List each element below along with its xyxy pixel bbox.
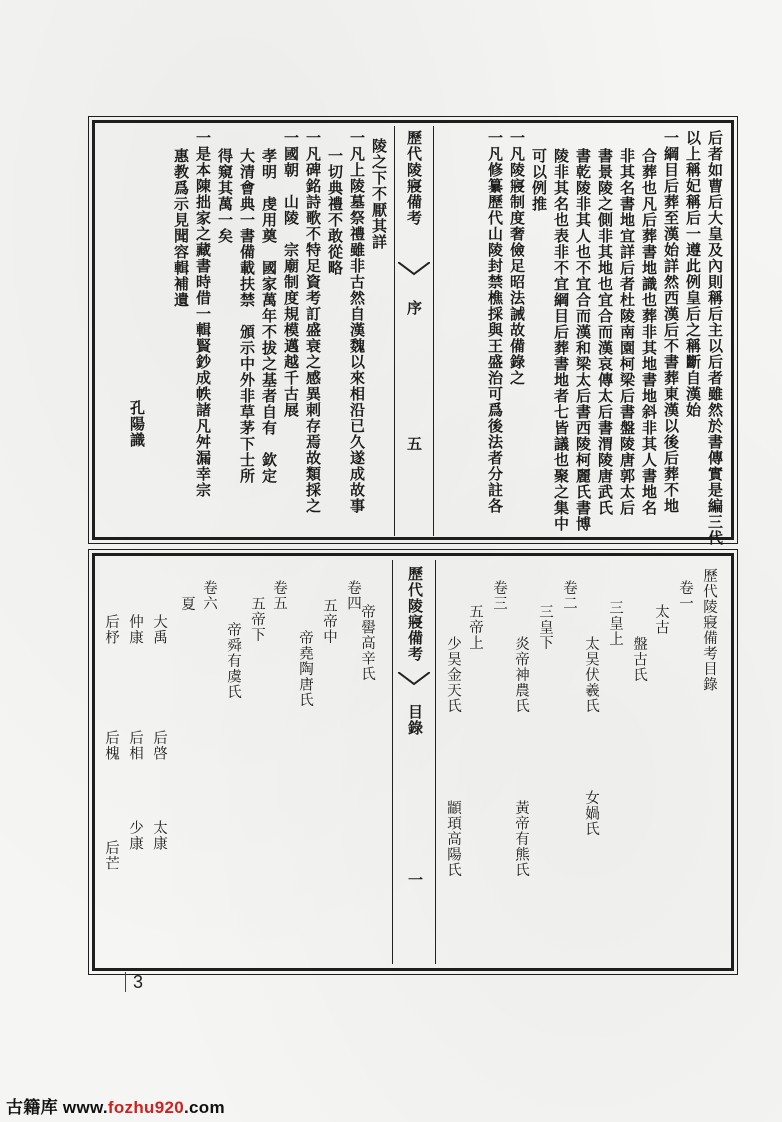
preface-line: 書景陵之側非其地也宜合而漢哀傳太后書渭陵唐武氏 bbox=[596, 148, 614, 516]
preface-signature: 孔陽識 bbox=[128, 400, 146, 448]
fish-tail-mark-icon bbox=[398, 262, 430, 278]
toc-era: 五帝中 bbox=[321, 598, 337, 645]
toc-entry: 炎帝神農氏 bbox=[513, 636, 529, 714]
preface-line: 非其名書地宜詳后者杜陵南園柯梁后書盤陵唐郭太后 bbox=[618, 148, 636, 516]
preface-band-section: 序 bbox=[405, 300, 423, 316]
preface-line: 可以例推 bbox=[530, 148, 548, 212]
toc-entry: 后杼 bbox=[103, 614, 119, 645]
toc-entry: 少昊金天氏 bbox=[445, 636, 461, 714]
toc-entry: 黃帝有熊氏 bbox=[513, 800, 529, 878]
toc-era: 五帝上 bbox=[467, 604, 483, 651]
toc-era: 太古 bbox=[653, 604, 669, 635]
watermark bbox=[6, 1093, 225, 1118]
toc-entry: 少康 bbox=[127, 820, 143, 851]
preface-band-page: 五 bbox=[405, 436, 423, 452]
toc-volume: 卷五 bbox=[271, 580, 287, 611]
toc-era: 三皇上 bbox=[607, 600, 623, 647]
preface-line: 書乾陵非其人也不宜合而漢和梁太后書西陵柯麗氏書博 bbox=[574, 148, 592, 532]
toc-band-page: 一 bbox=[406, 872, 424, 888]
toc-entry: 顓頊高陽氏 bbox=[445, 800, 461, 878]
watermark-url-domain: fozhu920 bbox=[107, 1098, 184, 1117]
preface-line: 合葬也凡后葬書地識也葬非其地書地斜非其人書地名 bbox=[640, 148, 658, 516]
toc-era: 夏 bbox=[179, 596, 195, 612]
preface-line: 大清會典一書備載扶禁 頒示中外非草茅下士所 bbox=[238, 148, 256, 484]
preface-line: 一是本陳拙家之藏書時借一輯賢鈔成帙諸凡舛漏幸宗 bbox=[194, 130, 212, 498]
toc-entry: 帝嚳高辛氏 bbox=[359, 604, 375, 682]
toc-entry: 后槐 bbox=[103, 730, 119, 761]
toc-volume: 卷一 bbox=[677, 580, 693, 611]
preface-line: 得窺其萬一矣 bbox=[216, 148, 234, 244]
toc-title: 歷代陵寢備考目錄 bbox=[701, 568, 717, 692]
page-number-tick bbox=[125, 972, 126, 992]
preface-line: 一凡上陵墓祭禮雖非古然自漢魏以來相沿已久遂成故事 bbox=[348, 130, 366, 514]
watermark-url-prefix: www. bbox=[57, 1098, 108, 1117]
preface-line: 一國朝 山陵 宗廟制度規模邁越千古展 bbox=[282, 130, 300, 418]
toc-entry: 太康 bbox=[151, 820, 167, 851]
preface-line: 孝明 虔用奠 國家萬年不拔之基者自有 欽定 bbox=[260, 148, 278, 484]
toc-entry: 大禹 bbox=[151, 614, 167, 645]
toc-entry: 太昊伏羲氏 bbox=[583, 636, 599, 714]
preface-line: 陵之下不厭其詳 bbox=[370, 138, 388, 250]
preface-band-title: 歷代陵寢備考 bbox=[405, 130, 423, 226]
toc-entry: 后啓 bbox=[151, 730, 167, 761]
toc-volume: 卷四 bbox=[345, 580, 361, 611]
toc-era: 三皇下 bbox=[537, 604, 553, 651]
toc-volume: 卷二 bbox=[561, 580, 577, 611]
preface-line: 以上稱妃稱后一遵此例皇后之稱斷自漢始 bbox=[684, 130, 702, 418]
preface-line: 一凡陵寢制度奢儉足昭法誡故備錄之 bbox=[508, 130, 526, 386]
preface-line: 一綱目后葬至漢始詳然西漢后不書葬東漢以後后葬不地 bbox=[662, 130, 680, 514]
preface-line: 一凡修纂歷代山陵封禁樵採與王盛治可爲後法者分註各 bbox=[486, 130, 504, 514]
preface-line: 一切典禮不敢從略 bbox=[326, 148, 344, 276]
toc-volume: 卷六 bbox=[201, 580, 217, 611]
toc-entry: 后相 bbox=[127, 730, 143, 761]
page-number: 3 bbox=[133, 972, 144, 992]
toc-era: 五帝下 bbox=[249, 596, 265, 643]
toc-entry: 帝堯陶唐氏 bbox=[297, 630, 313, 708]
toc-entry: 女媧氏 bbox=[583, 790, 599, 837]
toc-entry: 盤古氏 bbox=[631, 636, 647, 683]
preface-line: 一凡碑銘詩歌不特足資考訂盛衰之感異刺存焉故類採之 bbox=[304, 130, 322, 514]
toc-band-title: 歷代陵寢備考 bbox=[406, 566, 424, 662]
preface-line: 后者如曹后大皇及內則稱后主以后者雖然於書傳實是編三代 bbox=[706, 130, 724, 546]
toc-entry: 仲康 bbox=[127, 614, 143, 645]
watermark-url-suffix: .com bbox=[183, 1098, 225, 1117]
preface-line: 陵非其名也表非不宜綱目后葬書地者七皆議也聚之集中 bbox=[552, 148, 570, 532]
preface-line: 惠教爲示見聞容輯補遺 bbox=[172, 148, 190, 308]
fish-tail-mark-icon bbox=[398, 672, 430, 688]
toc-entry: 帝舜有虞氏 bbox=[225, 622, 241, 700]
toc-band-section: 目錄 bbox=[406, 704, 424, 736]
watermark-site-name: 古籍库 bbox=[6, 1098, 58, 1117]
toc-entry: 后芒 bbox=[103, 840, 119, 871]
toc-volume: 卷三 bbox=[491, 580, 507, 611]
